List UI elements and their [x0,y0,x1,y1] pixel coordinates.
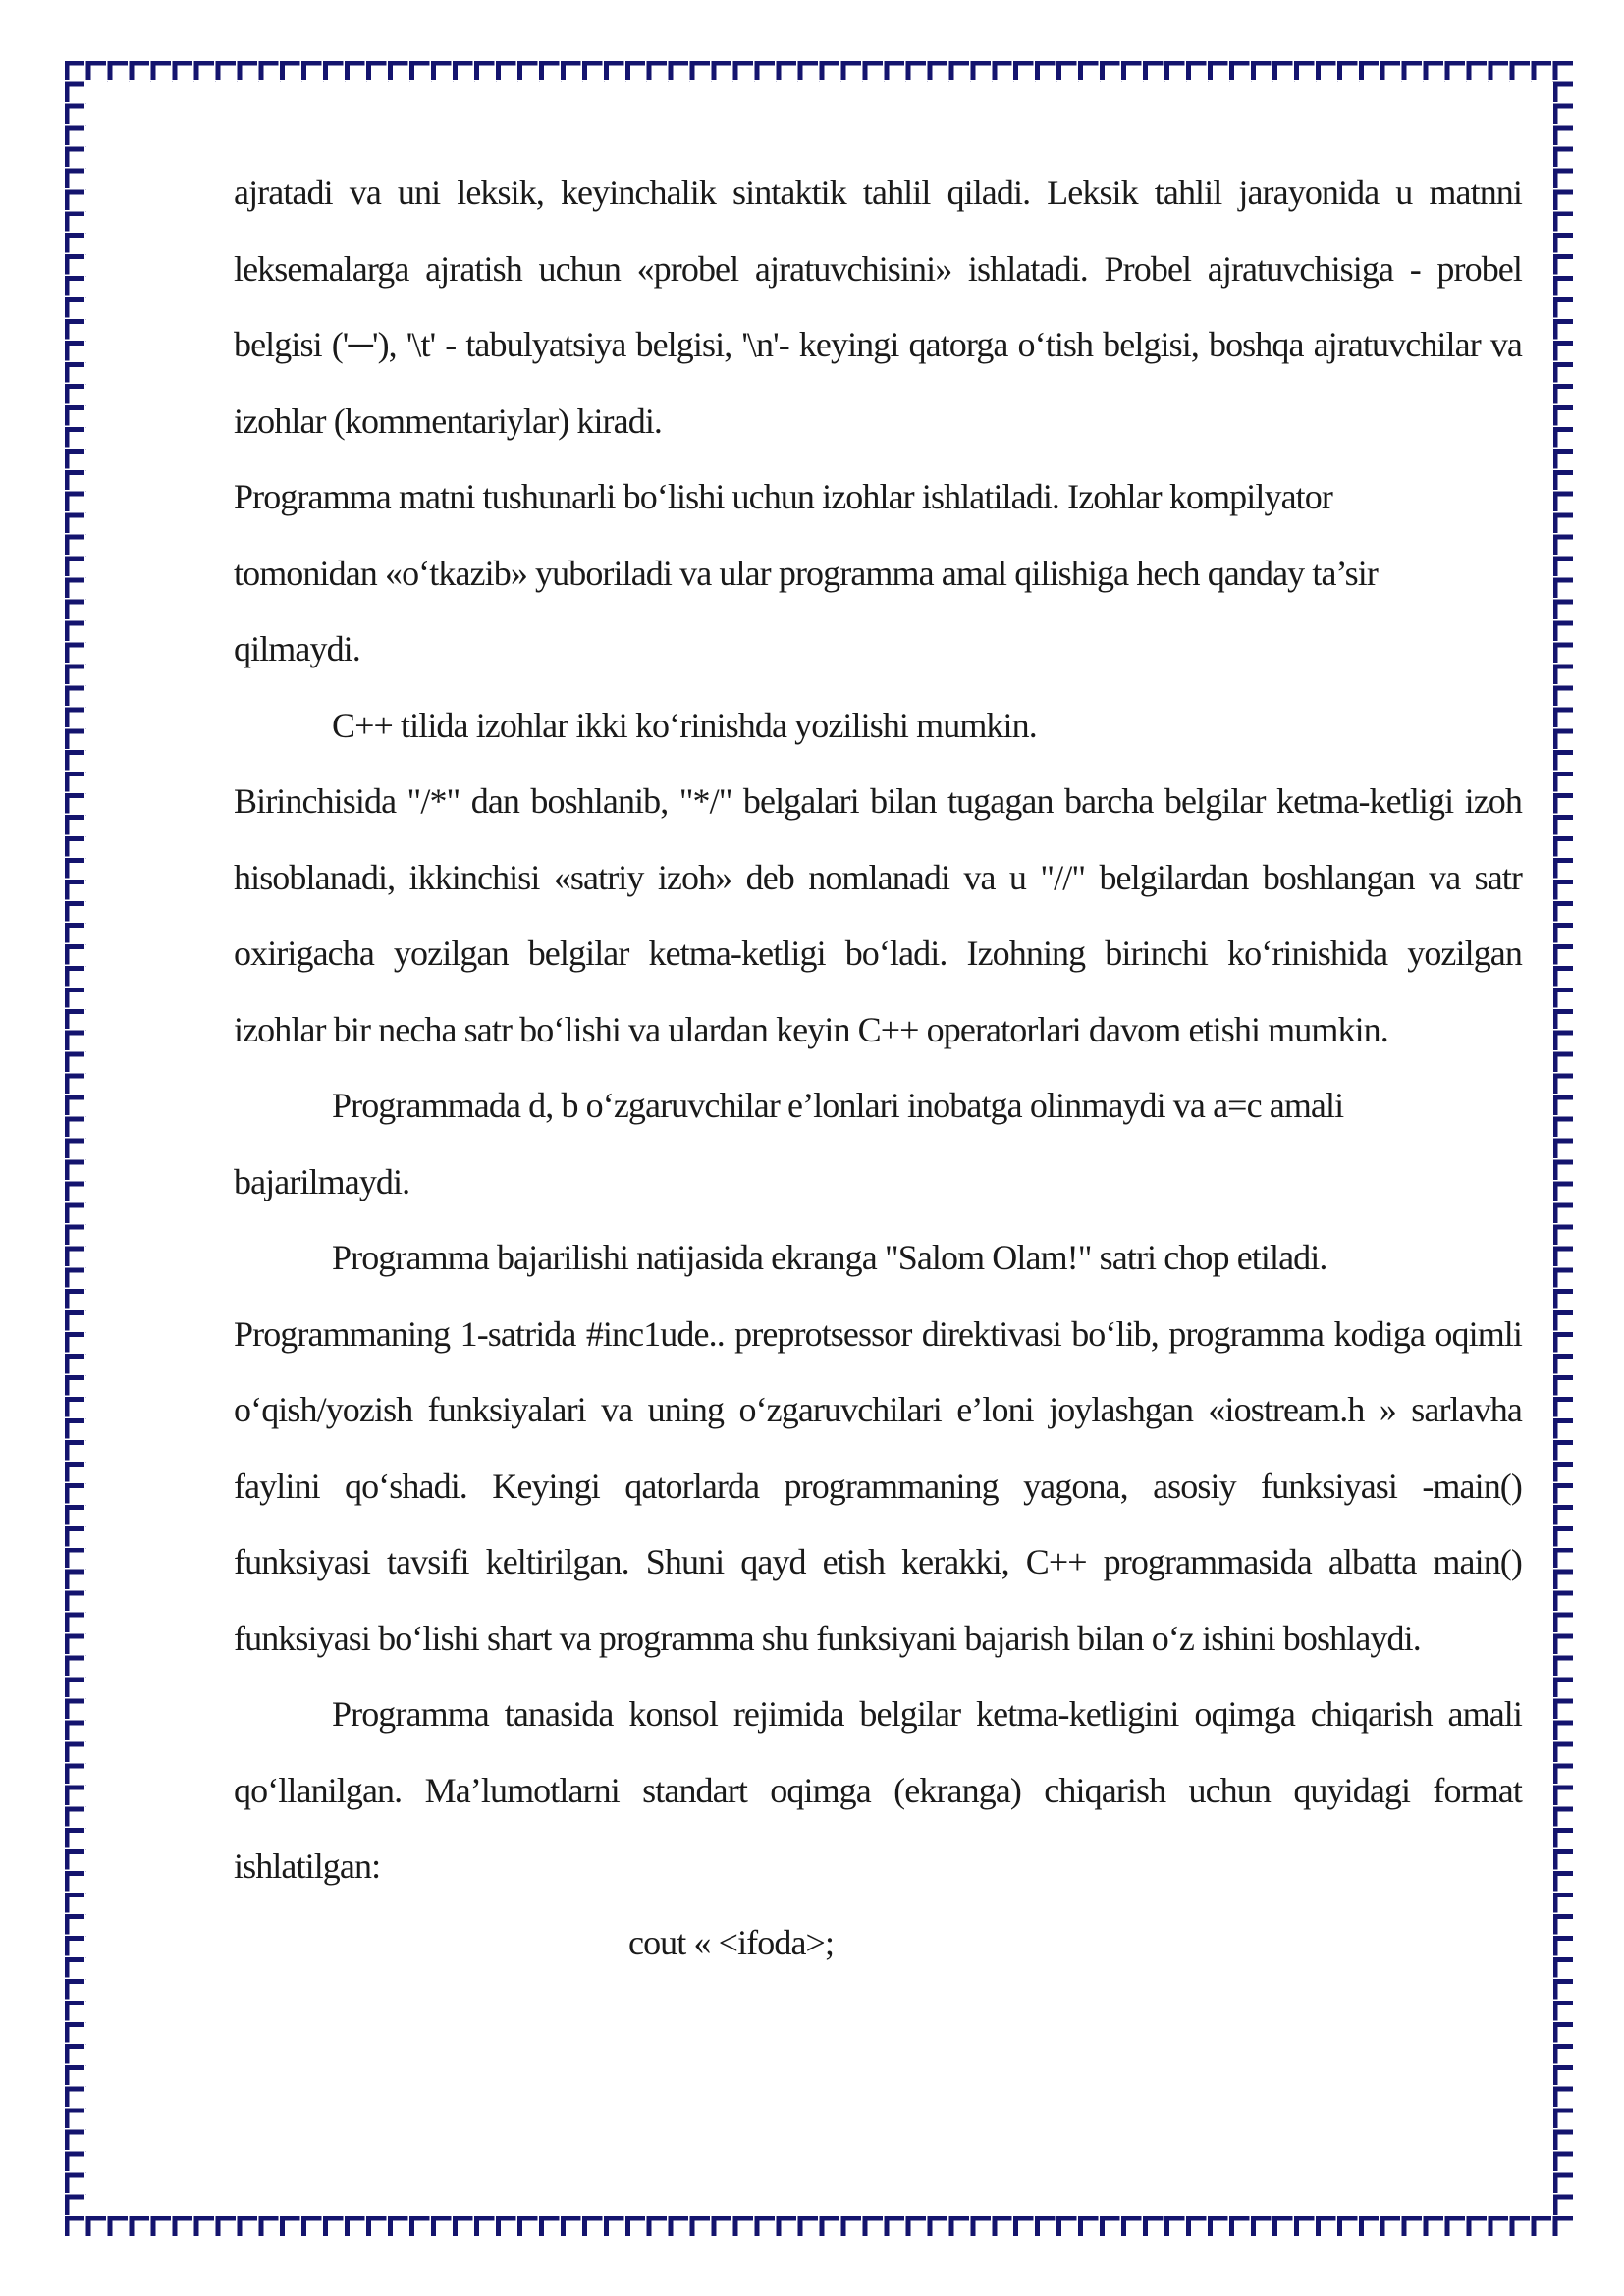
paragraph-ignored-declarations: Programmada d, b o‘zgaruvchilar e’lonlari inobatga olinmaydi va a=c amali bajarilmaydi. [234,1086,1344,1201]
code-line-cout: cout « <ifoda>; [628,1922,835,1962]
paragraph-comment-forms: C++ tilida izohlar ikki ko‘rinishda yozilishi mumkin. [332,705,1037,745]
paragraph-program-output: Programma bajarilishi natijasida ekranga "Salom Olam!" satri chop etiladi. [332,1238,1327,1277]
document-body [234,155,1522,1981]
paragraph-lexical-analysis: ajratadi va uni leksik, keyinchalik sintaktik tahlil qiladi. Leksik tahlil jarayonida u matnni leksemalarga ajratish uchun «probel ajratuvchisini» ishlatadi. Probel ajratuvchisiga - probel belgisi ('─'), '\t' - tabulyatsiya belgisi, '\n'- keyingi qatorga o‘tish belgisi, boshqa ajratuvchilar va izohlar (kommentariylar) kiradi. [234,173,1522,441]
paragraph-output-stream: Programma tanasida konsol rejimida belgilar ketma-ketligini oqimga chiqarish amali qo‘llanilgan. Ma’lumotlarni standart oqimga (ekranga) chiqarish uchun quyidagi format ishlatilgan: [234,1694,1522,1886]
paragraph-comments-purpose: Programma matni tushunarli bo‘lishi uchun izohlar ishlatiladi. Izohlar kompilyator tomonidan «o‘tkazib» yuboriladi va ular programma amal qilishiga hech qanday ta’sir qilmaydi. [234,477,1378,668]
paragraph-comment-syntax: Birinchisida "/*" dan boshlanib, "*/" belgalari bilan tugagan barcha belgilar ketma-ketligi izoh hisoblanadi, ikkinchisi «satriy izoh» deb nomlanadi va u "//" belgilardan boshlangan va satr oxirigacha yozilgan belgilar ketma-ketligi bo‘ladi. Izohning birinchi ko‘rinishida yozilgan izohlar bir necha satr bo‘lishi va ulardan keyin C++ operatorlari davom etishi mumkin. [234,781,1522,1049]
paragraph-include-main: Programmaning 1-satrida #inc1ude.. preprotsessor direktivasi bo‘lib, programma kodiga oqimli o‘qish/yozish funksiyalari va uning o‘zgaruvchilari e’loni joylashgan «iostream.h » sarlavha faylini qo‘shadi. Keyingi qatorlarda programmaning yagona, asosiy funksiyasi -main() funksiyasi tavsifi keltirilgan. Shuni qayd etish kerakki, C++ programmasida albatta main() funksiyasi bo‘lishi shart va programma shu funksiyani bajarish bilan o‘z ishini boshlaydi. [234,1313,1522,1658]
